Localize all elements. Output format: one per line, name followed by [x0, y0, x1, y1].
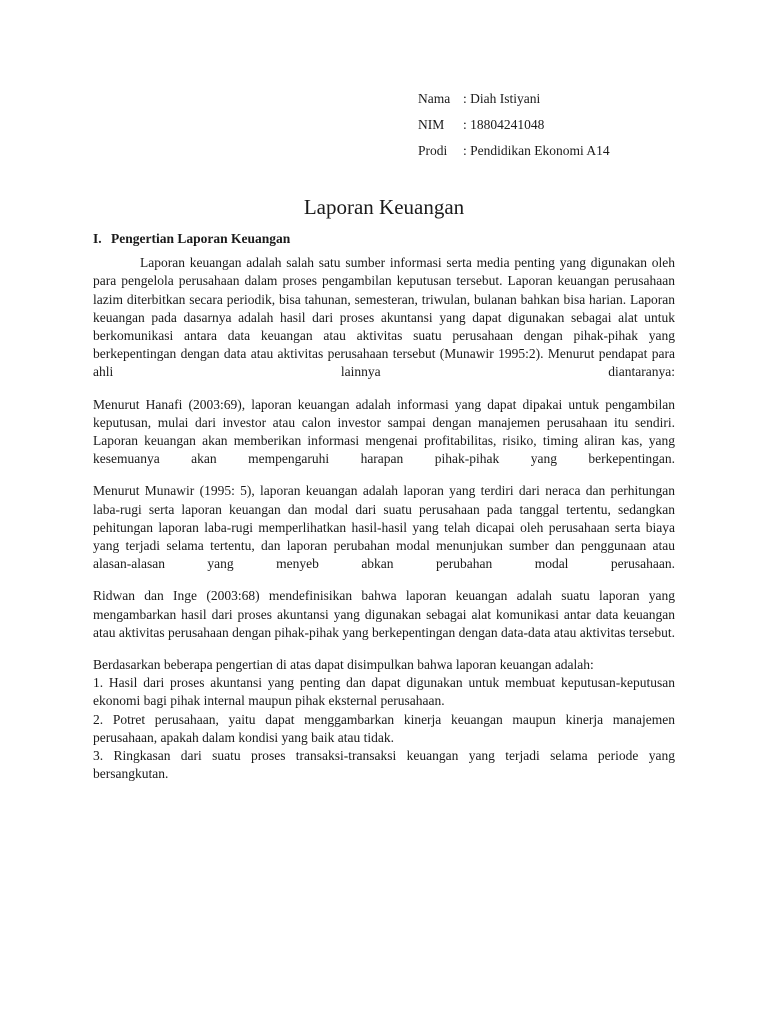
info-label: NIM — [418, 117, 445, 132]
info-row-name — [418, 86, 610, 112]
list-item: 2. Potret perusahaan, yaitu dapat menggambarkan kinerja keuangan maupun kinerja manajemen perusahaan, apakah dalam kondisi yang baik atau tidak. — [93, 711, 675, 745]
info-value: : Diah Istiyani — [463, 91, 541, 106]
section-title: Pengertian Laporan Keuangan — [111, 231, 291, 246]
document-title: Laporan Keuangan — [303, 195, 465, 219]
conclusion-block — [93, 656, 675, 783]
paragraph-ridwan-inge: Ridwan dan Inge (2003:68) mendefinisikan bahwa laporan keuangan adalah suatu laporan yang mengambarkan hasil dari proses akuntansi yang digunakan sebagai alat komunikasi antar data keuangan atau aktivitas perusahaan dengan pihak-pihak yang berkepentingan dengan data-data atau aktivitas tersebut. — [93, 588, 675, 640]
info-row-nim — [418, 112, 610, 138]
list-item: 3. Ringkasan dari suatu proses transaksi-transaksi keuangan yang terjadi selama periode yang bersangkutan. — [93, 748, 675, 782]
section-number: I. — [93, 231, 102, 246]
conclusion-intro: Berdasarkan beberapa pengertian di atas dapat disimpulkan bahwa laporan keuangan adalah: — [93, 657, 594, 673]
section-heading — [93, 230, 675, 248]
info-value: : Pendidikan Ekonomi A14 — [463, 143, 610, 158]
paragraph-munawir: Menurut Munawir (1995: 5), laporan keuangan adalah laporan yang terdiri dari neraca dan perhitungan laba-rugi serta laporan keuangan dan modal dari suatu perusahaan pada tanggal tertentu, sedangkan pehitungan laporan laba-rugi memperlihatkan hasil-hasil yang telah dicapai oleh perusahaan serta biaya yang terjadi selama tertentu, dan laporan perubahan modal menunjukan sumber dan penggunaan atau alasan-alasan yang menyeb abkan perubahan modal perusahaan. — [93, 483, 675, 572]
student-info — [418, 86, 610, 164]
paragraph-hanafi: Menurut Hanafi (2003:69), laporan keuangan adalah informasi yang dapat dipakai untuk pengambilan keputusan, mulai dari investor atau calon investor sampai dengan manajemen perusahaan itu sendiri. Laporan keuangan akan memberikan informasi mengenai profitabilitas, risiko, timing aliran kas, yang kesemuanya akan mempengaruhi harapan pihak-pihak yang berkepentingan. — [93, 396, 675, 467]
list-item: 1. Hasil dari proses akuntansi yang penting dan dapat digunakan untuk membuat keputusan-keputusan ekonomi bagi pihak internal maupun pihak eksternal perusahaan. — [93, 675, 675, 709]
info-label: Nama — [418, 91, 451, 106]
info-label: Prodi — [418, 143, 448, 158]
info-row-prodi — [418, 138, 610, 164]
info-value: : 18804241048 — [463, 117, 545, 132]
paragraph-intro: Laporan keuangan adalah salah satu sumber informasi serta media penting yang digunakan oleh para pengelola perusahaan dalam proses pengambilan keputusan tersebut. Laporan keuangan perusahaan lazim diterbitkan secara periodik, bisa tahunan, semesteran, triwulan, bulanan bahkan bisa harian. Laporan keuangan pada dasarnya adalah hasil dari proses akuntansi yang dapat digunakan sebagai alat untuk berkomunikasi antara data keuangan atau aktivitas suatu perusahaan dengan pihak-pihak yang berkepentingan dengan data atau aktivitas perusahaan tersebut (Munawir 1995:2). Menurut pendapat para ahli lainnya diantaranya: — [93, 255, 675, 380]
document-body — [93, 230, 675, 783]
